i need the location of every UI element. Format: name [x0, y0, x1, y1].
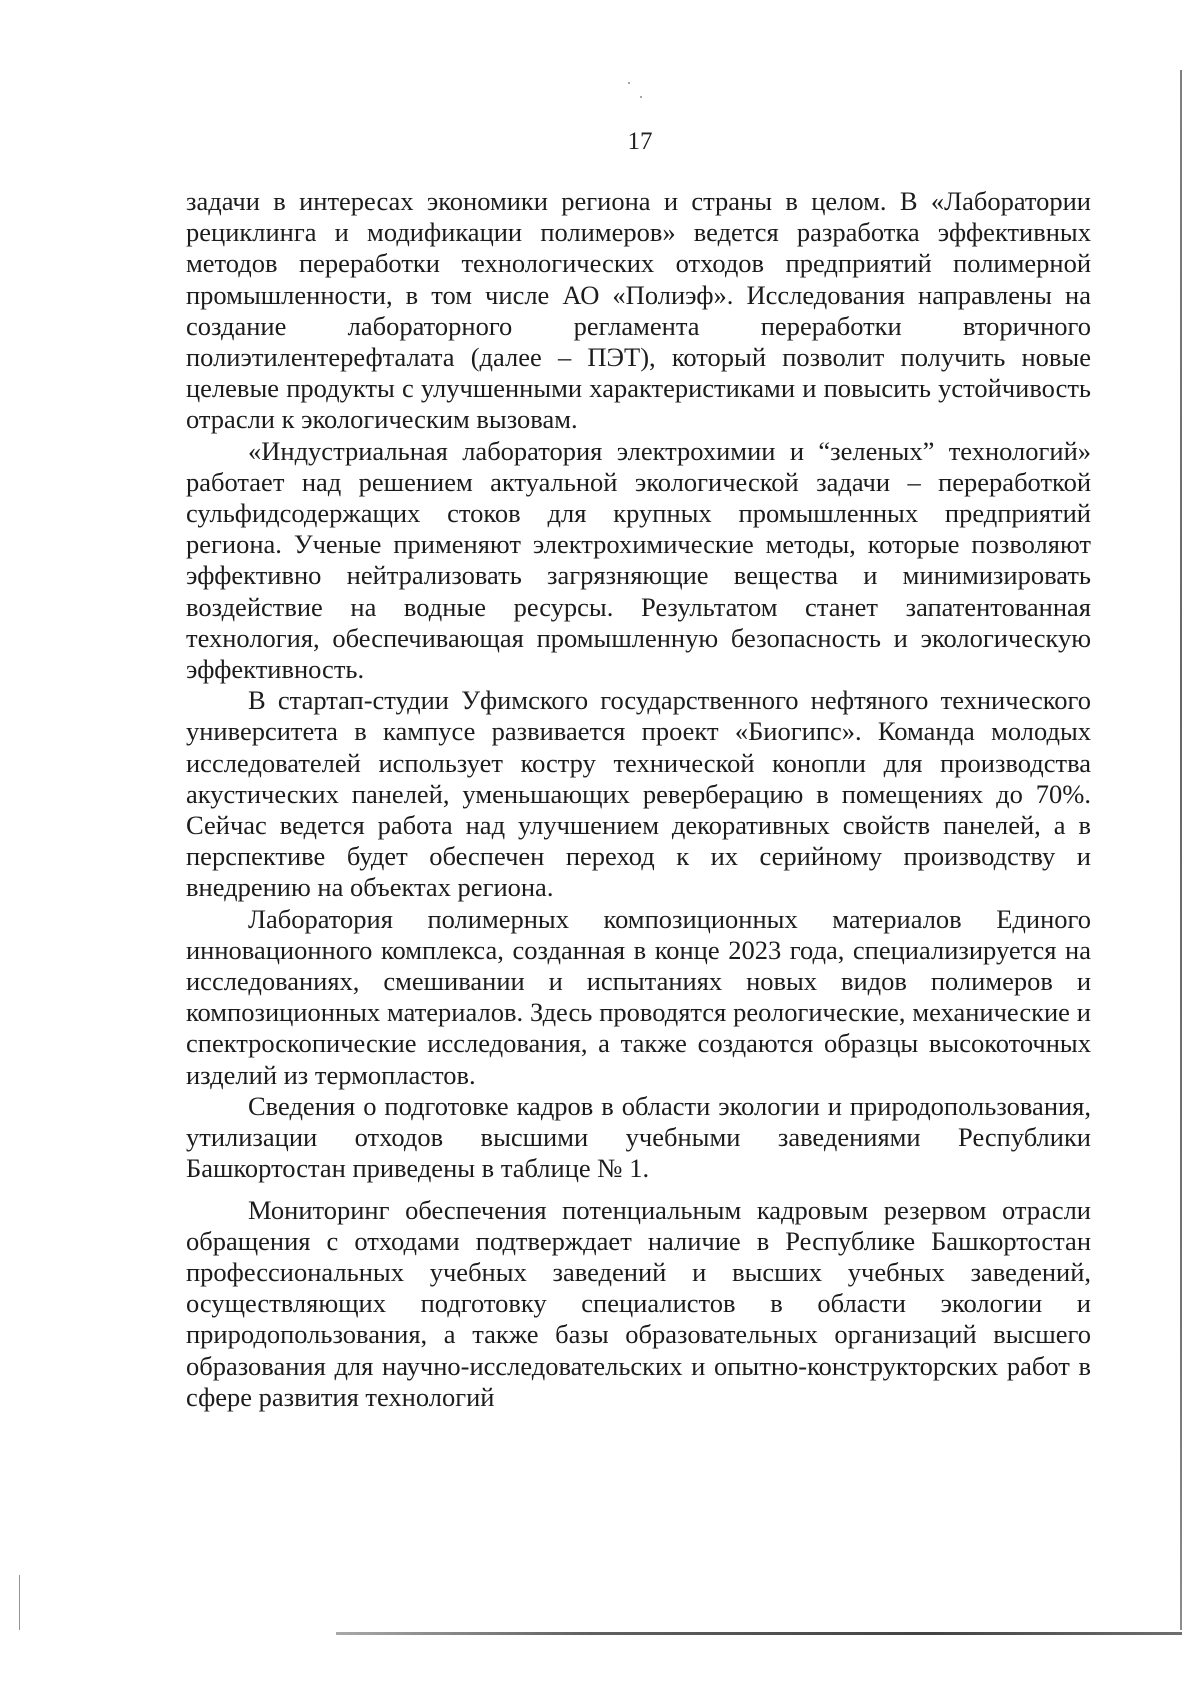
scan-edge-left — [19, 1575, 20, 1630]
scan-edge-right — [1180, 70, 1182, 1630]
scan-edge-bottom — [336, 1632, 1182, 1635]
paragraph-1: задачи в интересах экономики региона и страны в целом. В «Лаборатории рециклинга и модификации полимеров» ведется разработка эффективных методов переработки технологических отходов предприятий полимерной промышленности, в том числе АО «Полиэф». Исследования направлены на создание лабораторного регламента переработки вторичного полиэтилентерефталата (далее – ПЭТ), который позволит получить новые целевые продукты с улучшенными характеристиками и повысить устойчивость отрасли к экологическим вызовам. — [186, 186, 1091, 435]
paragraph-4: Лаборатория полимерных композиционных материалов Единого инновационного комплекса, созданная в конце 2023 года, специализируется на исследованиях, смешивании и испытаниях новых видов полимеров и композиционных материалов. Здесь проводятся реологические, механические и спектроскопические исследования, а также создаются образцы высокоточных изделий из термопластов. — [186, 903, 1091, 1090]
page-number: 17 — [627, 128, 653, 155]
paragraph-2: «Индустриальная лаборатория электрохимии и “зеленых” технологий» работает над решением актуальной экологической задачи – переработкой сульфидсодержащих стоков для крупных промышленных предприятий региона. Ученые применяют электрохимические методы, которые позволяют эффективно нейтрализовать загрязняющие вещества и минимизировать воздействие на водные ресурсы. Результатом станет запатентованная технология, обеспечивающая промышленную безопасность и экологическую эффективность. — [186, 435, 1091, 685]
scan-speck — [640, 96, 642, 98]
paragraph-3: В стартап-студии Уфимского государственного нефтяного технического университета в кампусе развивается проект «Биогипс». Команда молодых исследователей использует костру технической конопли для производства акустических панелей, уменьшающих реверберацию в помещениях до 70%. Сейчас ведется работа над улучшением декоративных свойств панелей, а в перспективе будет обеспечен переход к их серийному производству и внедрению на объектах региона. — [186, 685, 1091, 903]
scan-speck — [628, 82, 630, 84]
document-body — [186, 186, 1091, 1413]
paragraph-6: Мониторинг обеспечения потенциальным кадровым резервом отрасли обращения с отходами подтверждает наличие в Республике Башкортостан профессиональных учебных заведений и высших учебных заведений, осуществляющих подготовку специалистов в области экологии и природопользования, а также базы образовательных организаций высшего образования для научно-исследовательских и опытно-конструкторских работ в сфере развития технологий — [186, 1194, 1091, 1412]
paragraph-5: Сведения о подготовке кадров в области экологии и природопользования, утилизации отходов высшими учебными заведениями Республики Башкортостан приведены в таблице № 1. — [186, 1090, 1091, 1184]
